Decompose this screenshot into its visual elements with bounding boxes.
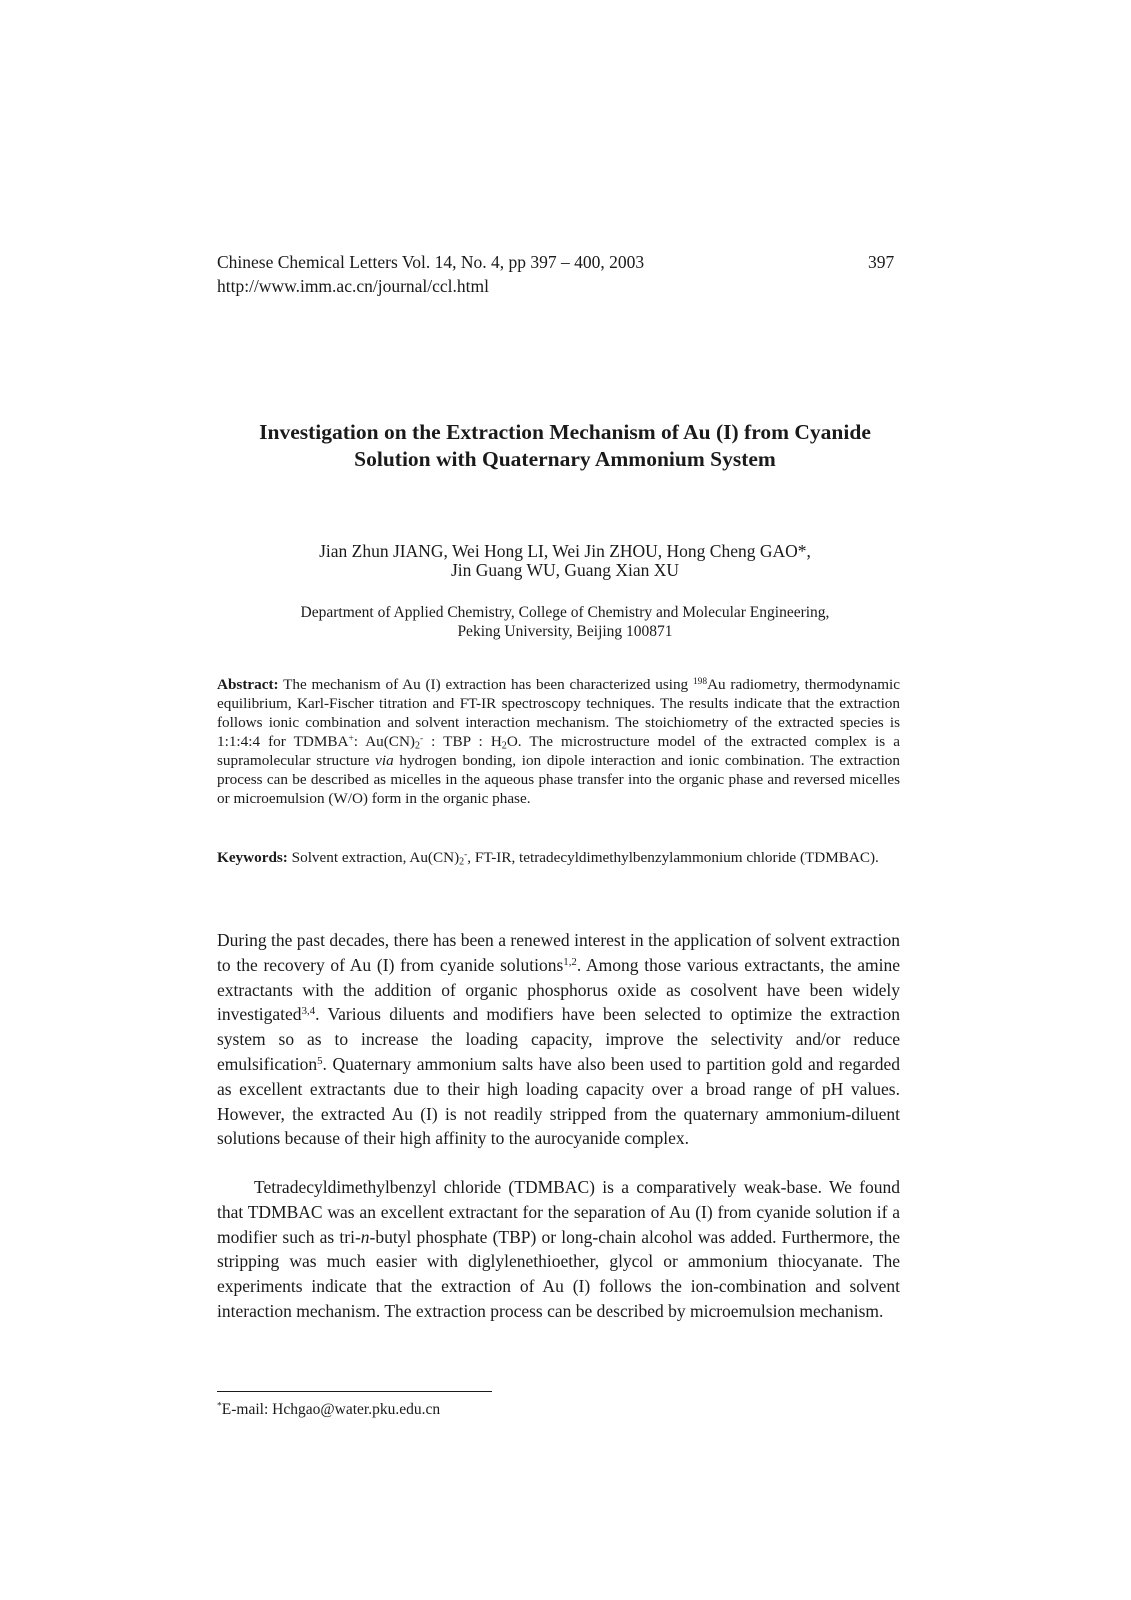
body-text: . Quaternary ammonium salts have also been used to partition gold and regarded as excellent extractants due to their high loading capacity over a broad range of pH values. However, the extracted Au (I) is not readily stripped from the quaternary ammonium-diluent solutions because of their high affinity to the aurocyanide complex. [217,1053,900,1149]
footnote-marker: * [217,1400,222,1412]
footnote [217,1400,440,1419]
charge-superscript: - [419,733,424,744]
abstract-text: Au radiometry, thermodynamic equilibrium, Karl-Fischer titration and FT-IR spectroscopy techniques. The results indicate that the extraction follows ionic combination and solvent interaction mechanism. The stoichiometry of the extracted species is 1:1:4:4 for TDMBA [217,676,900,750]
body-text: Tetradecyldimethylbenzyl chloride (TDMBAC) is a comparatively weak-base. We found that TDMBAC was an excellent extractant for the separation of Au (I) from cyanide solution if a modifier such as tri- [217,1177,900,1247]
abstract-text: hydrogen bonding, ion dipole interaction and ionic combination. The extraction process can be described as micelles in the aqueous phase transfer into the organic phase and reversed micelles or microemulsion (W/O) form in the organic phase. [217,752,900,807]
body-text: During the past decades, there has been a renewed interest in the application of solvent extraction to the recovery of Au (I) from cyanide solutions [217,930,900,975]
keywords [217,848,900,867]
footnote-rule [217,1391,492,1392]
formula-subscript: 2 [459,856,465,868]
page-number: 397 [868,252,895,272]
title-line-1: Investigation on the Extraction Mechanism of Au (I) from Cyanide [259,420,871,444]
citation-ref: 3,4 [301,1005,316,1018]
charge-superscript: + [348,733,354,744]
abstract-text: O. The microstructure model of the extracted complex is a supramolecular structure [217,733,900,769]
body-text: . Among those various extractants, the amine extractants with the addition of organic phosphorus oxide as cosolvent have been widely investigated [217,954,900,1025]
citation-ref: 5 [317,1055,323,1068]
email-link[interactable]: E-mail: Hchgao@water.pku.edu.cn [221,1401,441,1418]
journal-url: http://www.imm.ac.cn/journal/ccl.html [217,276,490,296]
keywords-label: Keywords: [217,849,288,866]
affiliation-line-1: Department of Applied Chemistry, College of Chemistry and Molecular Engineering, [300,604,830,621]
abstract-text: The mechanism of Au (I) extraction has been characterized using [278,676,693,693]
authors-line-2: Jin Guang WU, Guang Xian XU [450,560,680,580]
title-line-2: Solution with Quaternary Ammonium System [354,447,776,471]
journal-citation: Chinese Chemical Letters Vol. 14, No. 4, pp 397 – 400, 2003 [217,252,645,272]
affiliation-line-2: Peking University, Beijing 100871 [457,623,673,640]
paper-title [200,419,930,473]
body-text: . Various diluents and modifiers have been selected to optimize the extraction system so as to increase the loading capacity, improve the selectivity and/or reduce emulsification [217,1004,900,1074]
isotope-superscript: 198 [692,676,708,687]
formula-subscript: 2 [414,740,420,752]
keywords-text: Solvent extraction, Au(CN) [287,849,460,866]
body-paragraph-2 [217,1175,900,1324]
formula-subscript: 2 [501,740,507,752]
body-italic: n [360,1226,370,1247]
affiliation [200,603,930,641]
abstract-text: : Au(CN) [353,733,415,750]
citation-ref: 1,2 [563,955,577,968]
abstract-label: Abstract: [217,676,279,693]
abstract-italic: via [375,752,394,769]
authors-line-1: Jian Zhun JIANG, Wei Hong LI, Wei Jin ZHOU, Hong Cheng GAO*, [319,541,811,561]
body-paragraph-1 [217,928,900,1151]
abstract-text: : TBP : H [423,733,502,750]
abstract [217,675,900,808]
keywords-text: , FT-IR, tetradecyldimethylbenzylammonium chloride (TDMBAC). [467,849,879,866]
author-list [200,542,930,580]
charge-superscript: - [464,849,468,860]
body-text: -butyl phosphate (TBP) or long-chain alcohol was added. Furthermore, the stripping was much easier with diglylenethioether, glycol or ammonium thiocyanate. The experiments indicate that the extraction of Au (I) follows the ion-combination and solvent interaction mechanism. The extraction process can be described by microemulsion mechanism. [217,1226,900,1321]
